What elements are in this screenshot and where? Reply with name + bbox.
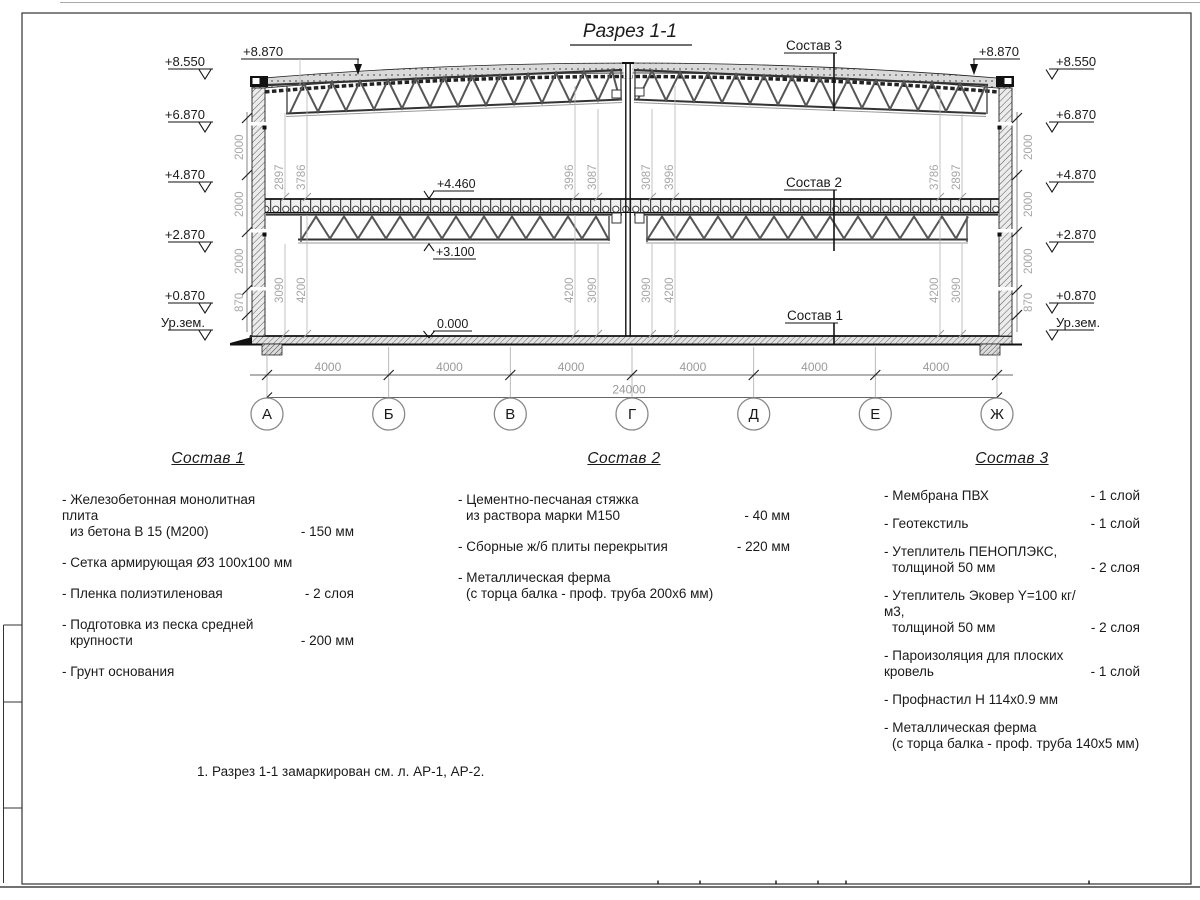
span-dim: 4000 xyxy=(801,360,828,374)
elevation-marks-right xyxy=(1046,54,1100,340)
total-dim: 24000 xyxy=(612,382,646,397)
callout-sostav-1: Состав 1 xyxy=(787,308,843,323)
legend-value: - 2 слоя xyxy=(1090,620,1140,635)
legend-item: - Утеплитель ПЕНОПЛЭКС, толщиной 50 мм - 2 слоя xyxy=(884,544,1140,575)
legend-item: - Пленка полиэтиленовая - 2 слоя xyxy=(62,586,354,601)
dim-label: 2897 xyxy=(951,164,963,190)
dim-label: 4200 xyxy=(564,277,576,303)
span-dim: 4000 xyxy=(679,360,707,374)
dim-label: 3996 xyxy=(664,164,676,190)
interior-dims-lower xyxy=(274,215,966,338)
ground-level-label: Ур.зем. xyxy=(1056,315,1101,330)
dim-label: 3090 xyxy=(951,277,963,303)
axis-label: Ж xyxy=(990,406,1004,423)
ground-level-label: Ур.зем. xyxy=(160,315,205,330)
legend-value: - 220 мм xyxy=(736,539,790,554)
legend-value: - 1 слой xyxy=(1090,516,1140,531)
elevation-label: +6.870 xyxy=(164,107,205,122)
elevation-label: +0.870 xyxy=(1056,288,1097,303)
axis-label: Е xyxy=(870,406,881,423)
level-floor: 0.000 xyxy=(437,317,469,331)
legend-value: - 200 мм xyxy=(300,633,354,648)
axis-bubbles xyxy=(251,398,1013,430)
dim-label: 3090 xyxy=(641,277,653,303)
bottom-dims xyxy=(250,347,1013,403)
legend-item: - Цементно-песчаная стяжка из раствора марки М150 - 40 мм xyxy=(458,492,790,523)
dim-label: 4200 xyxy=(296,277,308,303)
elevation-label: +8.550 xyxy=(164,54,205,69)
dim-label: 3087 xyxy=(587,164,599,190)
span-dim: 4000 xyxy=(314,360,342,374)
legend-item: - Грунт основания xyxy=(62,664,175,679)
dim-label: 3087 xyxy=(641,164,653,190)
legend-item: - Подготовка из песка средней крупности - 200 мм xyxy=(62,617,354,648)
legend-item: - Сетка армирующая Ø3 100x100 мм xyxy=(62,555,293,570)
legend-item: - Сборные ж/б плиты перекрытия - 220 мм xyxy=(458,539,790,554)
legend-item: - Утеплитель Эковер Y=100 кг/м3, толщиной 50 мм - 2 слоя xyxy=(884,588,1140,635)
wall-right xyxy=(998,88,1014,336)
dim-label: 2000 xyxy=(234,134,246,160)
legend-value: - 1 слой xyxy=(1090,488,1140,503)
middle-floor xyxy=(265,199,999,213)
elevation-label: +6.870 xyxy=(1056,107,1097,122)
dim-label: 3996 xyxy=(564,164,576,190)
wall-dims-right xyxy=(1012,112,1035,332)
wall-dims-left xyxy=(234,112,252,332)
dim-label: 2000 xyxy=(234,248,246,274)
callout-sostav-3: Состав 3 xyxy=(786,38,842,53)
page-title: Разрез 1-1 xyxy=(582,21,678,42)
dim-label: 2000 xyxy=(1023,134,1035,160)
legend-title: Состав 3 xyxy=(975,450,1049,467)
dim-label: 3090 xyxy=(587,277,599,303)
floor-truss-right xyxy=(634,215,998,244)
drawing-note: 1. Разрез 1-1 замаркирован см. л. АР-1, АР-2. xyxy=(197,764,485,779)
elevation-label: +2.870 xyxy=(164,227,205,242)
roof-level-left: +8.870 xyxy=(243,44,284,59)
callouts xyxy=(784,38,843,345)
dim-label: 4200 xyxy=(929,277,941,303)
ground-slab xyxy=(230,336,1022,355)
wall-left xyxy=(251,88,267,336)
legend-sostav-2 xyxy=(458,450,790,617)
legend-sostav-1 xyxy=(62,450,354,695)
legend-title: Состав 1 xyxy=(171,450,245,467)
dim-label: 2897 xyxy=(274,164,286,190)
level-truss-bottom: +3.100 xyxy=(436,245,475,259)
legend-value: - 150 мм xyxy=(300,524,354,539)
dim-label: 4200 xyxy=(664,277,676,303)
span-dim: 4000 xyxy=(557,360,585,374)
callout-sostav-2: Состав 2 xyxy=(786,175,842,190)
elevation-marks-left xyxy=(161,54,213,340)
legend-item: - Металлическая ферма (с торца балка - проф. труба 140x5 мм) xyxy=(884,720,1140,751)
legend-item: - Профнастил Н 114x0.9 мм xyxy=(884,692,1058,707)
elevation-label: +2.870 xyxy=(1056,227,1097,242)
axis-label: А xyxy=(261,406,273,423)
legend-value: - 2 слоя xyxy=(304,586,354,601)
dim-label: 870 xyxy=(234,292,246,312)
floor-truss-left xyxy=(266,215,622,244)
axis-label: Б xyxy=(383,406,394,423)
legend-value: - 1 слой xyxy=(1090,664,1140,679)
title-block xyxy=(570,21,692,45)
legend-item: - Железобетонная монолитная плита из бетона В 15 (М200) - 150 мм xyxy=(62,492,354,539)
elevation-label: +4.870 xyxy=(164,167,205,182)
foundation-pad-left xyxy=(262,344,282,355)
span-dim: 4000 xyxy=(922,360,950,374)
axis-label: Г xyxy=(627,406,637,423)
dim-label: 2000 xyxy=(1023,248,1035,274)
dim-label: 870 xyxy=(1023,292,1035,312)
span-dim: 4000 xyxy=(436,360,463,374)
legend-item: - Пароизоляция для плоских кровель - 1 слой xyxy=(884,648,1140,679)
dim-label: 2000 xyxy=(1023,191,1035,217)
level-screed: +4.460 xyxy=(437,177,476,191)
legend-item: - Металлическая ферма (с торца балка - проф. труба 200x6 мм) xyxy=(458,570,714,601)
dim-label: 3786 xyxy=(929,164,941,190)
elevation-label: +4.870 xyxy=(1056,167,1097,182)
legend-value: - 40 мм xyxy=(744,508,790,523)
roof-level-right: +8.870 xyxy=(978,44,1019,59)
dim-label: 3090 xyxy=(274,277,286,303)
elevation-label: +8.550 xyxy=(1056,54,1097,69)
legend-title: Состав 2 xyxy=(587,450,661,467)
axis-label: В xyxy=(505,406,516,423)
dim-label: 2000 xyxy=(234,191,246,217)
dim-label: 3786 xyxy=(296,164,308,190)
elevation-label: +0.870 xyxy=(164,288,205,303)
legend-item: - Геотекстиль - 1 слой xyxy=(884,516,1140,531)
legend-item: - Мембрана ПВХ - 1 слой xyxy=(884,488,1140,503)
legend-value: - 2 слоя xyxy=(1090,560,1140,575)
legend-sostav-3 xyxy=(884,450,1140,764)
axis-label: Д xyxy=(748,406,759,423)
